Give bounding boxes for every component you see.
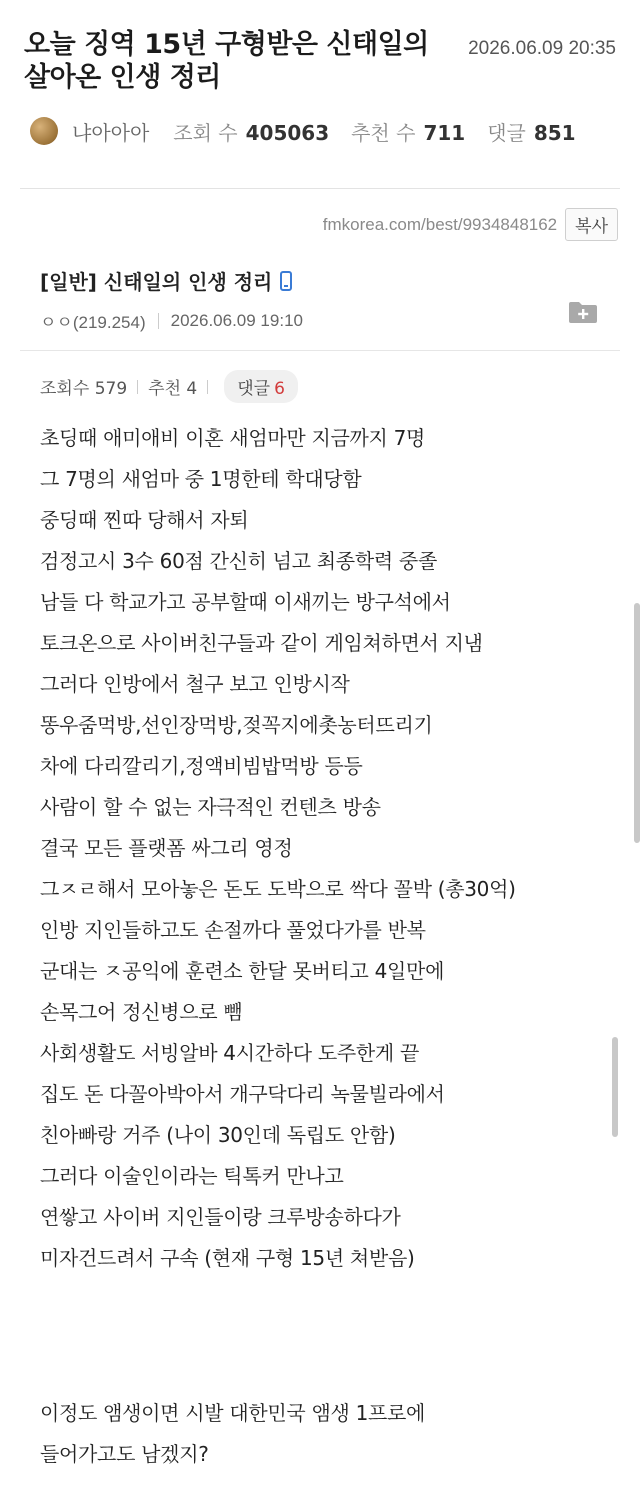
comments-count: 851 — [533, 120, 576, 145]
source-url[interactable]: fmkorea.com/best/9934848162 — [322, 214, 558, 234]
divider — [20, 188, 620, 189]
post-line: 그ㅈㄹ해서 모아놓은 돈도 도박으로 싹다 꼴박 (총30억) — [40, 877, 516, 901]
post-line: 사람이 할 수 없는 자극적인 컨텐츠 방송 — [40, 795, 381, 819]
post-views-label: 조회수 — [40, 379, 90, 399]
post-line: 집도 돈 다꼴아박아서 개구닥다리 녹물빌라에서 — [40, 1082, 445, 1106]
article-meta — [30, 114, 598, 148]
post-recommend-count: 4 — [186, 379, 198, 399]
post-counts — [40, 370, 298, 403]
post-closing-line: 이정도 앰생이면 시발 대한민국 앰생 1프로에 — [40, 1401, 426, 1425]
post-line: 토크온으로 사이버친구들과 같이 게임쳐하면서 지냄 — [40, 631, 483, 655]
divider — [20, 350, 620, 351]
views-stat — [173, 117, 329, 146]
post-views-count: 579 — [94, 379, 128, 399]
post-line: 검정고시 3수 60점 간신히 넘고 최종학력 중졸 — [40, 549, 437, 573]
post-meta — [40, 308, 303, 333]
author-name[interactable]: 냐아아아 — [72, 120, 150, 145]
article-date: 2026.06.09 20:35 — [468, 38, 616, 59]
post-line: 인방 지인들하고도 손절까다 풀었다가를 반복 — [40, 918, 426, 942]
mobile-icon — [280, 271, 292, 291]
views-count: 405063 — [245, 120, 330, 145]
scrollbar[interactable] — [612, 1037, 618, 1137]
post-line: 군대는 ㅈ공익에 훈련소 한달 못버티고 4일만에 — [40, 959, 445, 983]
counts-separator — [207, 380, 208, 394]
meta-separator — [158, 313, 159, 329]
scrollbar[interactable] — [634, 603, 640, 843]
post-closing-line: 들어가고도 남겠지? — [40, 1442, 209, 1466]
avatar[interactable] — [30, 117, 58, 145]
post-line: 그러다 인방에서 철구 보고 인방시작 — [40, 672, 350, 696]
comments-label: 댓글 — [487, 120, 526, 145]
source-url-row — [323, 208, 618, 241]
post-line: 그러다 이술인이라는 틱톡커 만나고 — [40, 1164, 344, 1188]
post-closing — [40, 1393, 620, 1475]
post-title — [40, 266, 292, 295]
post-date: 2026.06.09 19:10 — [170, 310, 303, 330]
post-line: 중딩때 찐따 당해서 자퇴 — [40, 508, 249, 532]
recommend-label: 추천 수 — [351, 120, 416, 145]
post-line: 초딩때 애미애비 이혼 새엄마만 지금까지 7명 — [40, 426, 426, 450]
post-line: 미자건드려서 구속 (현재 구형 15년 쳐받음) — [40, 1246, 415, 1270]
views-label: 조회 수 — [173, 120, 238, 145]
counts-separator — [137, 380, 138, 394]
post-comments-count: 6 — [274, 379, 285, 399]
comments-stat[interactable] — [487, 117, 575, 146]
post-line: 연쌓고 사이버 지인들이랑 크루방송하다가 — [40, 1205, 401, 1229]
post-line: 친아빠랑 거주 (나이 30인데 독립도 안함) — [40, 1123, 396, 1147]
post-line: 손목그어 정신병으로 뺌 — [40, 1000, 243, 1024]
article-header — [0, 0, 640, 190]
post-views — [40, 374, 127, 399]
post-title-text: [일반] 신태일의 인생 정리 — [40, 270, 273, 294]
recommend-stat — [351, 117, 465, 146]
post-author: ㅇㅇ(219.254) — [40, 313, 146, 332]
post-body — [40, 418, 620, 1279]
post-comments-label: 댓글 — [237, 379, 271, 399]
article-title: 오늘 징역 15년 구형받은 신태일의 살아온 인생 정리 — [24, 29, 429, 93]
post-line: 결국 모든 플랫폼 싸그리 영정 — [40, 836, 293, 860]
post-line: 차에 다리깔리기,정액비빔밥먹방 등등 — [40, 754, 363, 778]
post-line: 사회생활도 서빙알바 4시간하다 도주한게 끝 — [40, 1041, 420, 1065]
copy-button[interactable]: 복사 — [565, 208, 618, 241]
post-line: 똥우줌먹방,선인장먹방,젖꼭지에촛농터뜨리기 — [40, 713, 433, 737]
post-recommend-label: 추천 — [148, 379, 181, 399]
post-comments-button[interactable] — [224, 370, 298, 403]
add-folder-icon[interactable] — [568, 300, 598, 324]
post-line: 그 7명의 새엄마 중 1명한테 학대당함 — [40, 467, 362, 491]
post-line: 남들 다 학교가고 공부할때 이새끼는 방구석에서 — [40, 590, 451, 614]
recommend-count: 711 — [423, 120, 466, 145]
post-recommend — [148, 374, 197, 399]
